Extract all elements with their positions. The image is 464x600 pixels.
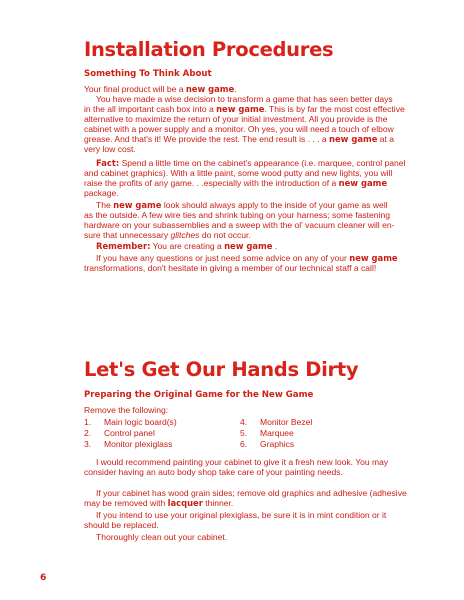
section-subtitle-think: Something To Think About (84, 69, 212, 79)
paragraph-line: The new game look should always apply to the inside of your game as well (96, 200, 388, 210)
list-item: Monitor plexiglass (104, 439, 173, 449)
paragraph-line: sure that unnecessary glitches do not occur. (84, 230, 251, 240)
list-item: 2. (84, 428, 92, 438)
paragraph-line: If your cabinet has wood grain sides; remove old graphics and adhesive (adhesive (96, 488, 407, 498)
paragraph-line: in the all important cash box into a new game. This is by far the most cost effective (84, 104, 405, 114)
paragraph-line: Thoroughly clean out your cabinet. (96, 532, 228, 542)
paragraph-line: hardware on your subassemblies and a sweep with the ol' vacuum cleaner will en- (84, 220, 395, 230)
paragraph-line: package. (84, 188, 119, 198)
paragraph-line: as the outside. A few wire ties and shrink tubing on your harness; some fastening (84, 210, 390, 220)
list-item: Graphics (260, 439, 295, 449)
paragraph-line: very low cost. (84, 144, 136, 154)
list-item: Monitor Bezel (260, 417, 313, 427)
paragraph-line: and cabinet graphics). With a little paint, some wood putty and new lights, you will (84, 168, 393, 178)
remove-label: Remove the following: (84, 405, 169, 415)
paragraph-line: may be removed with lacquer thinner. (84, 498, 234, 508)
list-item: Control panel (104, 428, 155, 438)
list-item: 3. (84, 439, 92, 449)
section-title-hands-dirty: Let's Get Our Hands Dirty (84, 358, 359, 381)
paragraph-line: You have made a wise decision to transform a game that has seen better days (96, 94, 393, 104)
paragraph-line: alternative to maximize the return of your initial investment. All you provide is the (84, 114, 388, 124)
paragraph-line: raise the profits of any game. . .especially with the introduction of a new game (84, 178, 388, 188)
paragraph-line: Remember: You are creating a new game . (96, 241, 278, 251)
list-item: Marquee (260, 428, 294, 438)
list-item: 1. (84, 417, 92, 427)
paragraph-line: I would recommend painting your cabinet to give it a fresh new look. You may (96, 457, 389, 467)
list-item: 4. (240, 417, 248, 427)
paragraph-line: should be replaced. (84, 520, 159, 530)
paragraph-line: Fact: Spend a little time on the cabinet's appearance (i.e. marquee, control panel (96, 158, 406, 168)
section-subtitle-preparing: Preparing the Original Game for the New Game (84, 390, 314, 400)
section-title-installation: Installation Procedures (84, 38, 334, 61)
paragraph-line: grease. And that's it! We provide the rest. The end result is . . . a new game at a (84, 134, 395, 144)
paragraph-line: If you have any questions or just need some advice on any of your new game (96, 253, 398, 263)
list-item: Main logic board(s) (104, 417, 177, 427)
paragraph-line: cabinet with a power supply and a monitor. Oh yes, you will need a touch of elbow (84, 124, 394, 134)
list-item: 6. (240, 439, 248, 449)
page-number: 6 (40, 573, 47, 583)
list-item: 5. (240, 428, 248, 438)
paragraph-line: transformations, don't hesitate in giving a member of our technical staff a call! (84, 263, 377, 273)
paragraph-line: Your final product will be a new game. (84, 84, 237, 94)
paragraph-line: If you intend to use your original plexiglass, be sure it is in mint condition or it (96, 510, 387, 520)
paragraph-line: consider having an auto body shop take care of your painting needs. (84, 467, 343, 477)
